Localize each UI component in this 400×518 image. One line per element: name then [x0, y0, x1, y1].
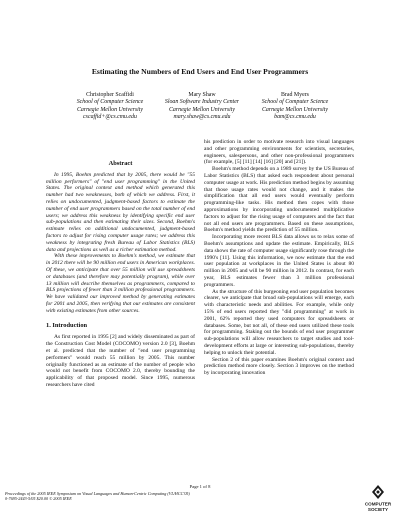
logo-text-line2: SOCIETY [367, 507, 389, 512]
author-email: mary.shaw@cs.cmu.edu [173, 113, 231, 120]
section-heading: 1. Introduction [46, 321, 88, 329]
right-column [204, 139, 354, 377]
abstract-paragraph: In 1995, Boehm predicted that by 2005, there would be "55 million performers" of "end user programming" in the United States. The original context and method which generated this number had two weaknesses, both of which we address. First, it relies on undocumented, judgment-based factors to estimate the number of end user programmers based on the total number of end users; we address this weakness by identifying specific end user sub-populations and then estimating their sizes. Second, Boehm's estimate relies on additional undocumented, judgment-based factors to adjust for rising computer usage rates; we address this weakness by integrating fresh Bureau of Labor Statistics (BLS) data and projections as well as a richer estimation method. [46, 171, 195, 253]
abstract-heading: Abstract [108, 160, 133, 167]
body-paragraph: his prediction in order to motivate research into visual languages and other programming environments for scientists, secretaries, engineers, salespersons, and other non-professional programmers (for example, [5] [11] [14] [16] [20] and [21]). [204, 139, 354, 166]
computer-society-logo [360, 484, 396, 514]
isbn-line: 0-7695-2443-5/05 $20.00 © 2005 IEEE [5, 496, 72, 502]
left-column [46, 161, 195, 389]
paper-title: Estimating the Numbers of End Users and End User Programmers [91, 67, 309, 76]
author-3 [230, 92, 360, 121]
author-affiliation: School of Computer Science [76, 99, 144, 106]
footer [5, 491, 190, 502]
author-institution: Carnegie Mellon University [168, 106, 236, 113]
body-paragraph: Section 2 of this paper examines Boehm's original context and prediction method more closely. Section 3 improves on the method by incorporating innovation [204, 356, 354, 377]
abstract-paragraph: With these improvements to Boehm's method, we estimate that in 2012 there will be 90 million end users in American workplaces. Of these, we anticipate that over 55 million will use spreadsheets or databases (and therefore may potentially program), while over 13 million will describe themselves as programmers, compared to BLS projections of fewer than 3 million professional programmers. We have validated our improved method by generating estimates for 2001 and 2005, then verifying that our estimates are consistent with existing estimates from other sources. [46, 253, 195, 314]
author-name: Brad Myers [281, 92, 309, 98]
author-institution: Carnegie Mellon University [76, 106, 144, 113]
logo-text-line1: COMPUTER [364, 501, 392, 507]
author-email: cscaffid+@cs.cmu.edu [83, 113, 137, 120]
author-affiliation: Sloan Software Industry Center [164, 99, 240, 106]
author-name: Mary Shaw [188, 92, 216, 98]
body-paragraph: Incorporating more recent BLS data allows us to relax some of Boehm's assumptions and update the estimate. Empirically, BLS data shows the rate of computer usage significantly rose through the 1990's [11]. Using this information, we now estimate that the end user population at workplaces in the United States is about 80 million in 2005 and will be 90 million in 2012. In contrast, for each year, BLS estimates fewer than 3 million professional programmers. [204, 234, 354, 288]
proceedings-line: Proceedings of the 2005 IEEE Symposium on Visual Languages and Human-Centric Computing (VL/HCC'05) [5, 491, 190, 496]
author-name: Christopher Scaffidi [86, 92, 134, 98]
body-paragraph: As first reported in 1995 [2] and widely disseminated as part of the Construction Cost Model (COCOMO) version 2.0 [3], Boehm et al. predicted that the number of "end user programming performers" would reach 55 million by 2005. This number originally functioned as an estimate of the number of people who would not benefit from COCOMO 2.0, thereby bounding the applicability of that proposed model. Since 1995, numerous researchers have cited [46, 334, 195, 388]
body-paragraph: Boehm's method depends on a 1989 survey by the US Bureau of Labor Statistics (BLS) that asked each respondent about personal computer usage at work. His prediction method begins by assuming that those usage rates would not change, and it makes the simplification that all end users would eventually perform programming-like tasks. His method then copes with those approximations by incorporating undocumented multiplicative factors to adjust for the rising usage of computers and the fact that not all end users are programmers. Based on these assumptions, Boehm's method yields the prediction of 55 million. [204, 166, 354, 234]
author-institution: Carnegie Mellon University [261, 106, 329, 113]
page-number: Page 1 of 8 [189, 484, 211, 489]
abstract [46, 172, 195, 315]
author-email: bam@cs.cmu.edu [274, 113, 316, 120]
author-affiliation: School of Computer Science [261, 99, 329, 106]
body-paragraph: As the structure of this burgeoning end user population becomes clearer, we anticipate that broad sub-populations will emerge, each with characteristic needs and abilities. For example, while only 15% of end users reported they "did programming" at work in 2001, 62% reported they used computers for spreadsheets or databases. Some, but not all, of these end users utilized these tools for programming. Staking out the bounds of end user programmer sub-populations will allow researchers to target studies and tool-development efforts at large or interesting sub-populations, thereby helping to unlock their potential. [204, 288, 354, 356]
ieee-diamond-icon [372, 485, 384, 499]
